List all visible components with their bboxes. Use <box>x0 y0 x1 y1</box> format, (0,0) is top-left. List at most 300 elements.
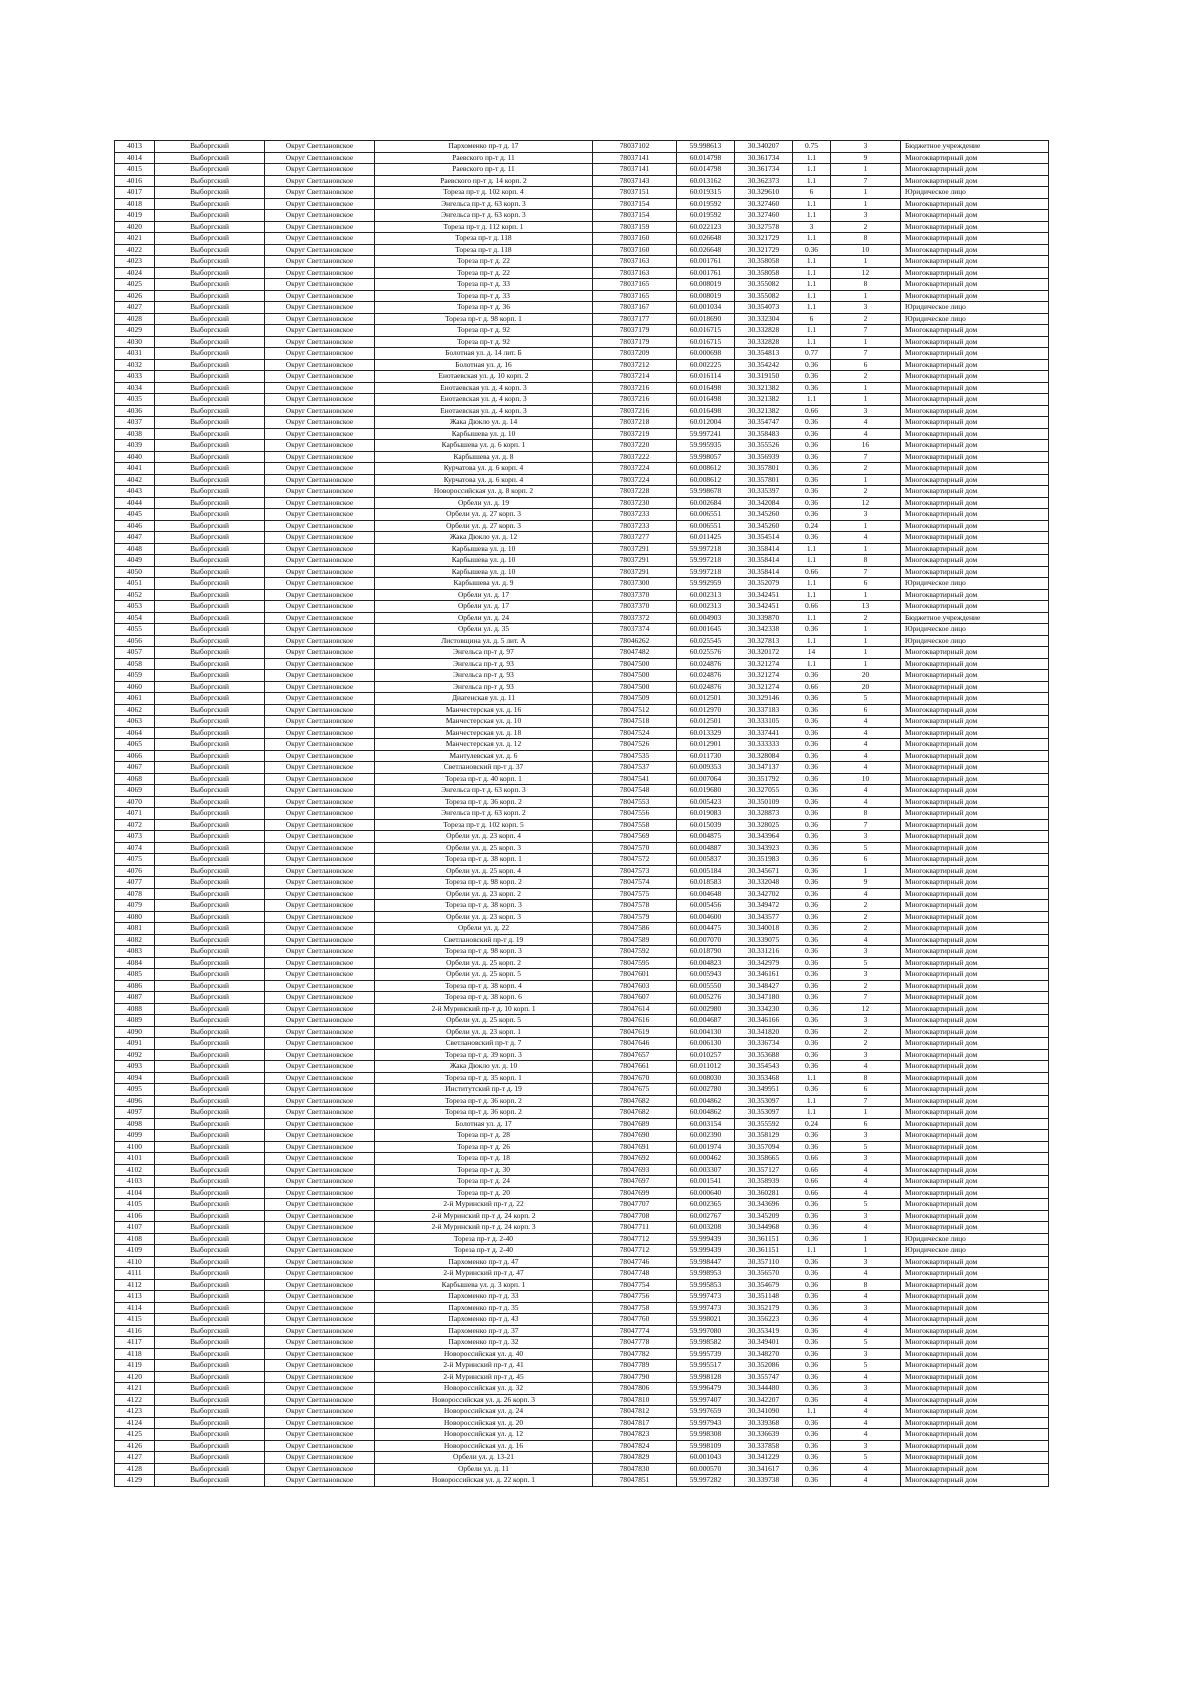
cell-district: Выборгский <box>155 1003 265 1015</box>
cell-district: Выборгский <box>155 256 265 268</box>
cell-address: Тореза пр-т д. 38 корп. 3 <box>375 900 593 912</box>
cell-latitude: 59.997218 <box>677 566 735 578</box>
cell-longitude: 30.343964 <box>735 831 793 843</box>
cell-latitude: 59.997241 <box>677 428 735 440</box>
cell-object-type: Многоквартирный дом <box>901 658 1049 670</box>
cell-container-volume: 14 <box>793 647 831 659</box>
cell-building-code: 78047570 <box>593 842 677 854</box>
cell-address: Орбели ул. д. 24 <box>375 612 593 624</box>
cell-latitude: 60.004823 <box>677 957 735 969</box>
cell-longitude: 30.353097 <box>735 1095 793 1107</box>
cell-address: Пархоменко пр-т д. 43 <box>375 1314 593 1326</box>
table-row <box>115 1440 1049 1452</box>
cell-municipal-district: Округ Светлановское <box>265 543 375 555</box>
table-row <box>115 1394 1049 1406</box>
cell-building-code: 78047556 <box>593 808 677 820</box>
cell-latitude: 60.019083 <box>677 808 735 820</box>
cell-district: Выборгский <box>155 934 265 946</box>
cell-container-volume: 0.24 <box>793 520 831 532</box>
cell-municipal-district: Округ Светлановское <box>265 900 375 912</box>
cell-district: Выборгский <box>155 313 265 325</box>
cell-building-code: 78047524 <box>593 727 677 739</box>
cell-object-type: Многоквартирный дом <box>901 267 1049 279</box>
table-row <box>115 854 1049 866</box>
cell-address: Тореза пр-т д. 40 корп. 1 <box>375 773 593 785</box>
cell-container-count: 1 <box>831 290 901 302</box>
cell-district: Выборгский <box>155 451 265 463</box>
cell-building-code: 78047603 <box>593 980 677 992</box>
table-row <box>115 1371 1049 1383</box>
cell-latitude: 60.004887 <box>677 842 735 854</box>
cell-container-count: 1 <box>831 520 901 532</box>
cell-municipal-district: Округ Светлановское <box>265 440 375 452</box>
cell-municipal-district: Округ Светлановское <box>265 877 375 889</box>
cell-container-volume: 0.36 <box>793 957 831 969</box>
cell-longitude: 30.354514 <box>735 532 793 544</box>
table-row <box>115 566 1049 578</box>
cell-address: Тореза пр-т д. 22 <box>375 267 593 279</box>
cell-building-code: 78047616 <box>593 1015 677 1027</box>
cell-container-count: 4 <box>831 1429 901 1441</box>
table-row <box>115 888 1049 900</box>
cell-longitude: 30.341617 <box>735 1463 793 1475</box>
cell-district: Выборгский <box>155 1118 265 1130</box>
cell-container-volume: 0.36 <box>793 854 831 866</box>
cell-object-type: Многоквартирный дом <box>901 497 1049 509</box>
table-row <box>115 750 1049 762</box>
cell-district: Выборгский <box>155 727 265 739</box>
cell-municipal-district: Округ Светлановское <box>265 923 375 935</box>
cell-container-count: 1 <box>831 164 901 176</box>
cell-object-type: Юридическое лицо <box>901 313 1049 325</box>
cell-longitude: 30.342979 <box>735 957 793 969</box>
cell-municipal-district: Округ Светлановское <box>265 520 375 532</box>
cell-container-volume: 1.1 <box>793 394 831 406</box>
cell-latitude: 60.019315 <box>677 187 735 199</box>
table-row <box>115 198 1049 210</box>
cell-building-code: 78047569 <box>593 831 677 843</box>
cell-container-count: 4 <box>831 762 901 774</box>
cell-latitude: 60.014798 <box>677 164 735 176</box>
cell-address: Орбели ул. д. 23 корп. 1 <box>375 1026 593 1038</box>
cell-district: Выборгский <box>155 888 265 900</box>
cell-longitude: 30.329146 <box>735 693 793 705</box>
cell-building-code: 78037220 <box>593 440 677 452</box>
cell-object-type: Многоквартирный дом <box>901 773 1049 785</box>
cell-container-volume: 1.1 <box>793 198 831 210</box>
cell-row-number: 4057 <box>115 647 155 659</box>
cell-municipal-district: Округ Светлановское <box>265 865 375 877</box>
cell-container-count: 5 <box>831 1452 901 1464</box>
cell-municipal-district: Округ Светлановское <box>265 1222 375 1234</box>
cell-object-type: Многоквартирный дом <box>901 1360 1049 1372</box>
cell-district: Выборгский <box>155 865 265 877</box>
cell-building-code: 78047553 <box>593 796 677 808</box>
cell-object-type: Многоквартирный дом <box>901 1256 1049 1268</box>
cell-container-count: 1 <box>831 589 901 601</box>
table-row <box>115 267 1049 279</box>
cell-municipal-district: Округ Светлановское <box>265 681 375 693</box>
cell-container-volume: 1.1 <box>793 658 831 670</box>
cell-container-volume: 0.36 <box>793 1394 831 1406</box>
cell-district: Выборгский <box>155 543 265 555</box>
cell-latitude: 60.004862 <box>677 1095 735 1107</box>
cell-municipal-district: Округ Светлановское <box>265 497 375 509</box>
cell-container-volume: 0.36 <box>793 727 831 739</box>
cell-municipal-district: Округ Светлановское <box>265 1394 375 1406</box>
cell-container-count: 7 <box>831 175 901 187</box>
cell-address: Тореза пр-т д. 92 <box>375 336 593 348</box>
cell-address: Тореза пр-т д. 102 корп. 4 <box>375 187 593 199</box>
cell-container-volume: 0.36 <box>793 1141 831 1153</box>
cell-longitude: 30.339738 <box>735 1475 793 1487</box>
table-row <box>115 1348 1049 1360</box>
table-row <box>115 1256 1049 1268</box>
cell-object-type: Многоквартирный дом <box>901 1199 1049 1211</box>
cell-latitude: 60.024876 <box>677 681 735 693</box>
cell-container-volume: 0.36 <box>793 762 831 774</box>
cell-object-type: Многоквартирный дом <box>901 1452 1049 1464</box>
cell-row-number: 4034 <box>115 382 155 394</box>
cell-address: Тореза пр-т д. 36 <box>375 302 593 314</box>
cell-district: Выборгский <box>155 693 265 705</box>
cell-district: Выборгский <box>155 1084 265 1096</box>
cell-municipal-district: Округ Светлановское <box>265 1452 375 1464</box>
table-row <box>115 394 1049 406</box>
cell-row-number: 4060 <box>115 681 155 693</box>
cell-object-type: Многоквартирный дом <box>901 681 1049 693</box>
cell-row-number: 4072 <box>115 819 155 831</box>
cell-container-volume: 0.66 <box>793 681 831 693</box>
table-row <box>115 1130 1049 1142</box>
cell-district: Выборгский <box>155 1268 265 1280</box>
cell-address: Орбели ул. д. 17 <box>375 601 593 613</box>
cell-address: Орбели ул. д. 25 корп. 2 <box>375 957 593 969</box>
cell-building-code: 78037233 <box>593 509 677 521</box>
cell-district: Выборгский <box>155 624 265 636</box>
cell-district: Выборгский <box>155 440 265 452</box>
cell-longitude: 30.329610 <box>735 187 793 199</box>
table-row <box>115 474 1049 486</box>
cell-longitude: 30.345671 <box>735 865 793 877</box>
cell-object-type: Многоквартирный дом <box>901 865 1049 877</box>
cell-address: Энгельса пр-т д. 93 <box>375 658 593 670</box>
cell-container-count: 12 <box>831 267 901 279</box>
cell-latitude: 60.012501 <box>677 716 735 728</box>
cell-object-type: Бюджетное учреждение <box>901 141 1049 153</box>
cell-object-type: Многоквартирный дом <box>901 785 1049 797</box>
cell-building-code: 78047579 <box>593 911 677 923</box>
cell-building-code: 78047682 <box>593 1107 677 1119</box>
cell-latitude: 60.004875 <box>677 831 735 843</box>
cell-district: Выборгский <box>155 302 265 314</box>
cell-latitude: 60.019592 <box>677 198 735 210</box>
cell-container-count: 8 <box>831 808 901 820</box>
cell-object-type: Многоквартирный дом <box>901 451 1049 463</box>
cell-container-volume: 1.1 <box>793 1245 831 1257</box>
cell-container-count: 3 <box>831 946 901 958</box>
cell-longitude: 30.328084 <box>735 750 793 762</box>
cell-latitude: 60.016498 <box>677 382 735 394</box>
cell-district: Выборгский <box>155 1130 265 1142</box>
cell-district: Выборгский <box>155 394 265 406</box>
cell-district: Выборгский <box>155 1337 265 1349</box>
cell-latitude: 59.998109 <box>677 1440 735 1452</box>
cell-district: Выборгский <box>155 267 265 279</box>
cell-address: Тореза пр-т д. 36 корп. 2 <box>375 1107 593 1119</box>
cell-district: Выборгский <box>155 957 265 969</box>
cell-longitude: 30.339368 <box>735 1417 793 1429</box>
cell-object-type: Многоквартирный дом <box>901 1475 1049 1487</box>
cell-district: Выборгский <box>155 578 265 590</box>
cell-address: Тореза пр-т д. 26 <box>375 1141 593 1153</box>
cell-address: Новороссийская ул. д. 12 <box>375 1429 593 1441</box>
cell-object-type: Многоквартирный дом <box>901 808 1049 820</box>
cell-container-volume: 0.36 <box>793 1268 831 1280</box>
cell-latitude: 60.000698 <box>677 348 735 360</box>
cell-latitude: 60.005550 <box>677 980 735 992</box>
cell-address: Пархоменко пр-т д. 33 <box>375 1291 593 1303</box>
cell-building-code: 78047589 <box>593 934 677 946</box>
cell-row-number: 4041 <box>115 463 155 475</box>
cell-longitude: 30.349401 <box>735 1337 793 1349</box>
table-row <box>115 957 1049 969</box>
table-row <box>115 313 1049 325</box>
cell-longitude: 30.342338 <box>735 624 793 636</box>
cell-row-number: 4069 <box>115 785 155 797</box>
table-row <box>115 658 1049 670</box>
cell-building-code: 78047806 <box>593 1383 677 1395</box>
cell-address: Тореза пр-т д. 30 <box>375 1164 593 1176</box>
cell-building-code: 78037159 <box>593 221 677 233</box>
cell-longitude: 30.332304 <box>735 313 793 325</box>
cell-latitude: 60.002390 <box>677 1130 735 1142</box>
cell-longitude: 30.321274 <box>735 670 793 682</box>
cell-object-type: Многоквартирный дом <box>901 854 1049 866</box>
cell-municipal-district: Округ Светлановское <box>265 819 375 831</box>
cell-row-number: 4026 <box>115 290 155 302</box>
registry-table <box>114 140 1049 1487</box>
cell-container-volume: 0.36 <box>793 451 831 463</box>
cell-municipal-district: Округ Светлановское <box>265 658 375 670</box>
cell-object-type: Многоквартирный дом <box>901 1038 1049 1050</box>
cell-row-number: 4068 <box>115 773 155 785</box>
cell-longitude: 30.341229 <box>735 1452 793 1464</box>
cell-container-count: 20 <box>831 670 901 682</box>
cell-address: Энгельса пр-т д. 97 <box>375 647 593 659</box>
cell-district: Выборгский <box>155 532 265 544</box>
cell-municipal-district: Округ Светлановское <box>265 382 375 394</box>
cell-building-code: 78037102 <box>593 141 677 153</box>
cell-container-count: 2 <box>831 923 901 935</box>
cell-row-number: 4082 <box>115 934 155 946</box>
table-row <box>115 1199 1049 1211</box>
cell-address: Карбышева ул. д. 3 корп. 1 <box>375 1279 593 1291</box>
cell-container-volume: 0.36 <box>793 1199 831 1211</box>
table-row <box>115 233 1049 245</box>
table-row <box>115 578 1049 590</box>
cell-container-count: 3 <box>831 1049 901 1061</box>
table-row <box>115 1463 1049 1475</box>
cell-object-type: Юридическое лицо <box>901 187 1049 199</box>
cell-building-code: 78047790 <box>593 1371 677 1383</box>
cell-longitude: 30.339870 <box>735 612 793 624</box>
cell-latitude: 60.016498 <box>677 405 735 417</box>
cell-longitude: 30.351792 <box>735 773 793 785</box>
cell-address: Энгельса пр-т д. 63 корп. 3 <box>375 785 593 797</box>
cell-building-code: 78047824 <box>593 1440 677 1452</box>
cell-latitude: 60.019592 <box>677 210 735 222</box>
cell-container-count: 2 <box>831 1026 901 1038</box>
cell-municipal-district: Округ Светлановское <box>265 831 375 843</box>
cell-building-code: 78047708 <box>593 1210 677 1222</box>
cell-building-code: 78037233 <box>593 520 677 532</box>
table-row <box>115 152 1049 164</box>
table-row <box>115 762 1049 774</box>
table-row <box>115 543 1049 555</box>
cell-container-volume: 0.66 <box>793 1187 831 1199</box>
cell-municipal-district: Округ Светлановское <box>265 888 375 900</box>
cell-container-count: 8 <box>831 1072 901 1084</box>
cell-container-volume: 0.36 <box>793 704 831 716</box>
cell-building-code: 78047789 <box>593 1360 677 1372</box>
cell-longitude: 30.357127 <box>735 1164 793 1176</box>
cell-object-type: Многоквартирный дом <box>901 371 1049 383</box>
cell-latitude: 60.009353 <box>677 762 735 774</box>
cell-district: Выборгский <box>155 750 265 762</box>
cell-longitude: 30.352079 <box>735 578 793 590</box>
cell-object-type: Многоквартирный дом <box>901 842 1049 854</box>
cell-district: Выборгский <box>155 1176 265 1188</box>
cell-container-count: 2 <box>831 980 901 992</box>
cell-container-count: 4 <box>831 739 901 751</box>
cell-container-count: 6 <box>831 854 901 866</box>
cell-container-volume: 0.36 <box>793 946 831 958</box>
cell-municipal-district: Округ Светлановское <box>265 509 375 521</box>
cell-object-type: Многоквартирный дом <box>901 428 1049 440</box>
cell-municipal-district: Округ Светлановское <box>265 1130 375 1142</box>
cell-building-code: 78047758 <box>593 1302 677 1314</box>
cell-latitude: 60.008030 <box>677 1072 735 1084</box>
cell-longitude: 30.327055 <box>735 785 793 797</box>
cell-container-volume: 0.36 <box>793 1360 831 1372</box>
cell-building-code: 78047690 <box>593 1130 677 1142</box>
cell-longitude: 30.321382 <box>735 382 793 394</box>
cell-district: Выборгский <box>155 716 265 728</box>
cell-row-number: 4035 <box>115 394 155 406</box>
cell-latitude: 60.001761 <box>677 256 735 268</box>
cell-latitude: 60.018690 <box>677 313 735 325</box>
cell-building-code: 78037228 <box>593 486 677 498</box>
cell-row-number: 4081 <box>115 923 155 935</box>
cell-district: Выборгский <box>155 635 265 647</box>
cell-address: Тореза пр-т д. 28 <box>375 1130 593 1142</box>
cell-container-volume: 1.1 <box>793 233 831 245</box>
cell-building-code: 78047526 <box>593 739 677 751</box>
cell-district: Выборгский <box>155 1475 265 1487</box>
cell-address: Манчестерская ул. д. 10 <box>375 716 593 728</box>
cell-container-volume: 0.36 <box>793 1383 831 1395</box>
cell-longitude: 30.361734 <box>735 152 793 164</box>
cell-object-type: Юридическое лицо <box>901 635 1049 647</box>
cell-container-count: 10 <box>831 244 901 256</box>
cell-row-number: 4088 <box>115 1003 155 1015</box>
cell-district: Выборгский <box>155 969 265 981</box>
cell-longitude: 30.349472 <box>735 900 793 912</box>
cell-municipal-district: Округ Светлановское <box>265 394 375 406</box>
cell-latitude: 60.006551 <box>677 509 735 521</box>
cell-municipal-district: Округ Светлановское <box>265 325 375 337</box>
cell-longitude: 30.327578 <box>735 221 793 233</box>
cell-container-volume: 0.36 <box>793 739 831 751</box>
cell-building-code: 78047572 <box>593 854 677 866</box>
cell-object-type: Многоквартирный дом <box>901 704 1049 716</box>
cell-municipal-district: Округ Светлановское <box>265 773 375 785</box>
cell-address: Новороссийская ул. д. 32 <box>375 1383 593 1395</box>
cell-address: 2-й Муринский пр-т д. 22 <box>375 1199 593 1211</box>
cell-building-code: 78037165 <box>593 279 677 291</box>
table-row <box>115 520 1049 532</box>
table-row <box>115 290 1049 302</box>
cell-longitude: 30.339075 <box>735 934 793 946</box>
cell-municipal-district: Округ Светлановское <box>265 1383 375 1395</box>
cell-address: Энгельса пр-т д. 93 <box>375 681 593 693</box>
cell-row-number: 4064 <box>115 727 155 739</box>
cell-container-volume: 0.36 <box>793 1256 831 1268</box>
cell-row-number: 4061 <box>115 693 155 705</box>
cell-district: Выборгский <box>155 946 265 958</box>
table-row <box>115 417 1049 429</box>
cell-building-code: 78037222 <box>593 451 677 463</box>
cell-object-type: Многоквартирный дом <box>901 1061 1049 1073</box>
cell-longitude: 30.347137 <box>735 762 793 774</box>
table-row <box>115 1291 1049 1303</box>
cell-municipal-district: Округ Светлановское <box>265 348 375 360</box>
cell-longitude: 30.342451 <box>735 601 793 613</box>
cell-district: Выборгский <box>155 520 265 532</box>
cell-container-volume: 0.36 <box>793 509 831 521</box>
cell-latitude: 60.001541 <box>677 1176 735 1188</box>
table-row <box>115 175 1049 187</box>
cell-building-code: 78047682 <box>593 1095 677 1107</box>
cell-object-type: Многоквартирный дом <box>901 440 1049 452</box>
cell-container-count: 3 <box>831 1383 901 1395</box>
table-row <box>115 359 1049 371</box>
cell-district: Выборгский <box>155 1095 265 1107</box>
cell-container-volume: 0.36 <box>793 670 831 682</box>
cell-district: Выборгский <box>155 1291 265 1303</box>
cell-municipal-district: Округ Светлановское <box>265 279 375 291</box>
cell-municipal-district: Округ Светлановское <box>265 1233 375 1245</box>
cell-building-code: 78037214 <box>593 371 677 383</box>
cell-municipal-district: Округ Светлановское <box>265 785 375 797</box>
cell-district: Выборгский <box>155 1210 265 1222</box>
table-row <box>115 497 1049 509</box>
cell-municipal-district: Округ Светлановское <box>265 670 375 682</box>
cell-container-volume: 0.36 <box>793 1417 831 1429</box>
cell-municipal-district: Округ Светлановское <box>265 1118 375 1130</box>
cell-container-count: 4 <box>831 1475 901 1487</box>
cell-container-count: 4 <box>831 750 901 762</box>
cell-latitude: 60.002767 <box>677 1210 735 1222</box>
cell-municipal-district: Округ Светлановское <box>265 750 375 762</box>
cell-object-type: Многоквартирный дом <box>901 750 1049 762</box>
cell-container-volume: 0.66 <box>793 405 831 417</box>
registry-body <box>115 141 1049 1487</box>
cell-building-code: 78047699 <box>593 1187 677 1199</box>
cell-container-volume: 1.1 <box>793 164 831 176</box>
cell-latitude: 60.016715 <box>677 325 735 337</box>
